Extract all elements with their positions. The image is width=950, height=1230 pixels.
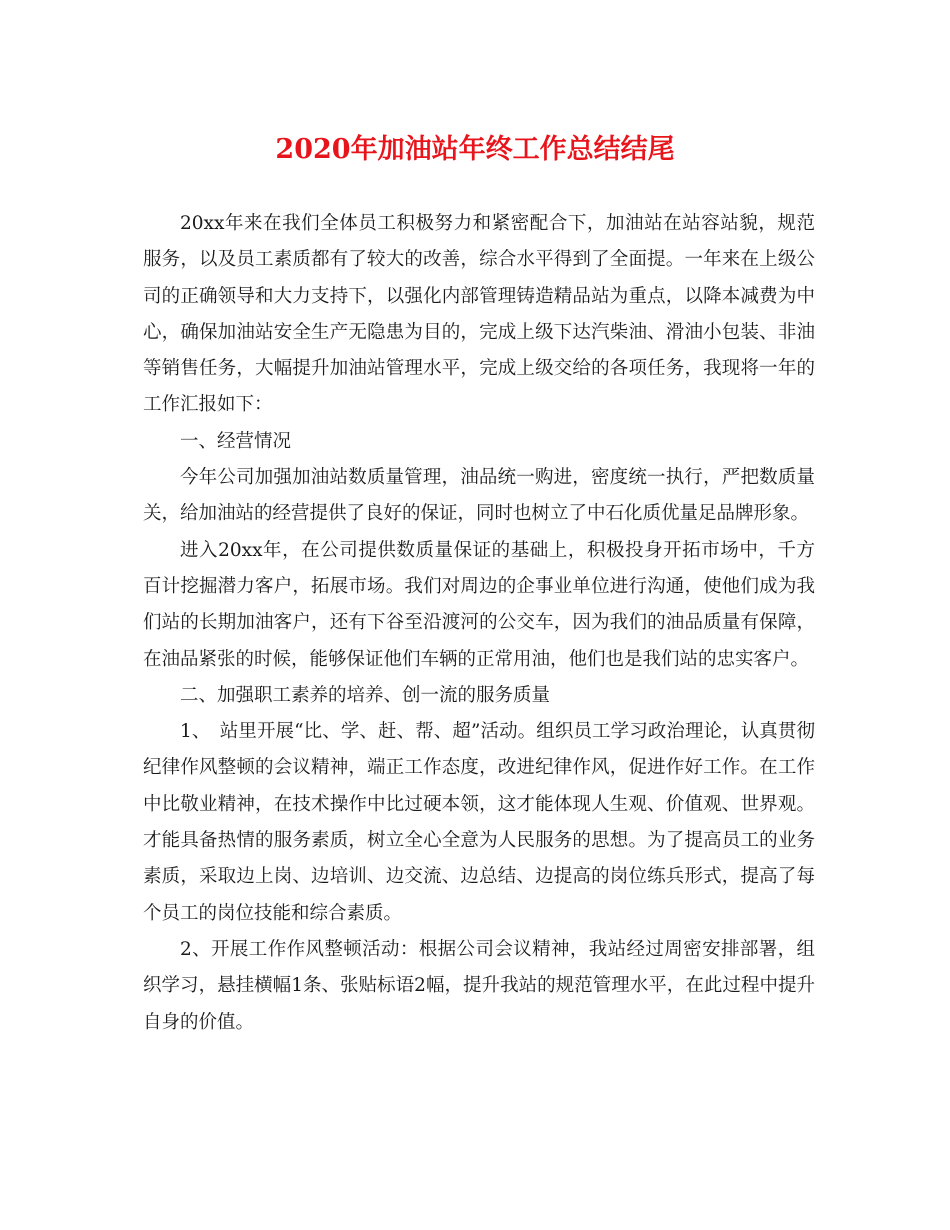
paragraph-competition-activity: 1、 站里开展“比、学、赶、帮、超”活动。组织员工学习政治理论，认真贯彻纪律作风整顿的会议精神，端正工作态度，改进纪律作风，促进作好工作。在工作中比敬业精神，在技术操作中比过硬本领，这才能体现人生观、价值观、世界观。才能具备热情的服务素质，树立全心全意为人民服务的思想。为了提高员工的业务素质，采取边上岗、边培训、边交流、边总结、边提高的岗位练兵形式，提高了每个员工的岗位技能和综合素质。 [143,721,815,924]
paragraph-intro: 20xx年来在我们全体员工积极努力和紧密配合下，加油站在站容站貌，规范服务，以及员工素质都有了较大的改善，综合水平得到了全面提。一年来在上级公司的正确领导和大力支持下，以强化内部管理铸造精品站为重点，以降本减费为中心，确保加油站安全生产无隐患为目的，完成上级下达汽柴油、滑油小包装、非油等销售任务，大幅提升加油站管理水平，完成上级交给的各项任务，我现将一年的工作汇报如下： [143,213,815,416]
document-body [143,206,815,1041]
document-title: 2020年加油站年终工作总结结尾 [275,134,675,165]
paragraph-work-style-rectification: 2、开展工作作风整顿活动：根据公司会议精神，我站经过周密安排部署，组织学习，悬挂横幅1条、张贴标语2幅，提升我站的规范管理水平，在此过程中提升自身的价值。 [143,938,815,1033]
section-heading-operations: 一、经营情况 [180,430,292,452]
paragraph-market-expansion: 进入20xx年，在公司提供数质量保证的基础上，积极投身开拓市场中，千方百计挖掘潜力客户，拓展市场。我们对周边的企事业单位进行沟通，使他们成为我们站的长期加油客户，还有下谷至沿渡河的公交车，因为我们的油品质量有保障，在油品紧张的时候，能够保证他们车辆的正常用油，他们也是我们站的忠实客户。 [143,539,815,670]
section-heading-staff-training: 二、加强职工素养的培养、创一流的服务质量 [180,684,551,706]
paragraph-quality-management: 今年公司加强加油站数质量管理，油品统一购进，密度统一执行，严把数质量关，给加油站的经营提供了良好的保证，同时也树立了中石化质优量足品牌形象。 [143,467,815,525]
